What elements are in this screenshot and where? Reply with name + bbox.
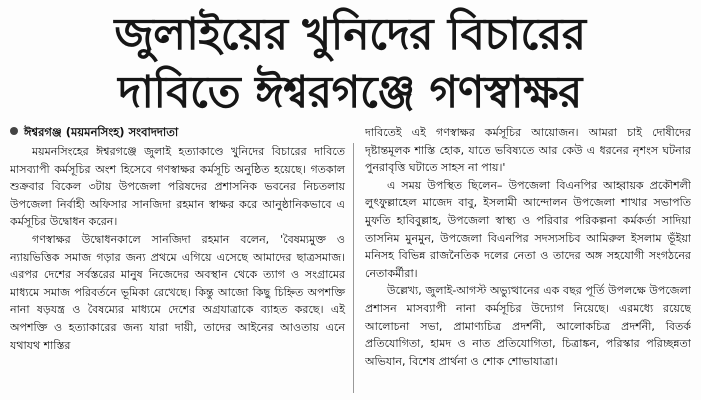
article-column-right	[365, 124, 691, 394]
paragraph: উল্লেখ্য, জুলাই-আগস্ট অভ্যুত্থানের এক বছর পূর্তি উপলক্ষে উপজেলা প্রশাসন মাসব্যাপী নানা কর্মসূচির উদ্যোগ নিয়েছে। এরমধ্যে রয়েছে আলোচনা সভা, প্রামাণ্যচিত্র প্রদর্শনী, আলোকচিত্র প্রদর্শনী, বিতর্ক প্রতিযোগিতা, হামদ ও নাত প্রতিযোগিতা, চিত্রাঙ্কন, পরিস্কার পরিচ্ছন্নতা অভিযান, বিশেষ প্রার্থনা ও শোক শোভাযাত্রা।	[365, 284, 691, 368]
byline-text: ঈশ্বরগঞ্জ (ময়মনসিংহ) সংবাদদাতা	[24, 125, 179, 139]
bullet-icon	[10, 127, 18, 135]
paragraph: দাবিতেই এই গণস্বাক্ষর কর্মসূচির আয়োজন। আমরা চাই দোষীদের দৃষ্টান্তমূলক শাস্তি হোক, যাতে ভবিষ্যতে আর কেউ এ ধরনের নৃশংস ঘটনার পুনরাবৃত্তি ঘটাতে সাহস না পায়।'	[365, 126, 691, 175]
paragraph: এ সময় উপস্থিত ছিলেন– উপজেলা বিএনপির আহ্বায়ক প্রকৌশলী লুৎফুল্লাহেল মাজেদ বাবু, ইসলামী আন্দোলন উপজেলা শাখার সভাপতি মুফতি হাবিবুল্লাহ, উপজেলা স্বাস্থ্য ও পরিবার পরিকল্পনা কর্মকর্তা সাদিয়া তাসনিম মুনমুন, উপজেলা বিএনপির সদস্যসচিব আমিরুল ইসলাম ভূঁইয়া মনিসহ বিভিন্ন রাজনৈতিক দলের নেতা ও তাদের অঙ্গ সহযোগী সংগঠনের নেতাকর্মীরা।	[365, 178, 691, 280]
headline-line-1: জুলাইয়ের খুনিদের বিচারের	[114, 9, 586, 60]
headline-line-2: দাবিতে ঈশ্বরগঞ্জে গণস্বাক্ষর	[118, 67, 582, 118]
byline	[10, 124, 178, 140]
paragraph: গণস্বাক্ষর উদ্বোধনকালে সানজিদা রহমান বলেন, 'বৈষম্যমুক্ত ও ন্যায়ভিত্তিক সমাজ গড়ার জন্য প্রথমে এগিয়ে এসেছে আমাদের ছাত্রসমাজ। এরপর দেশের সর্বস্তরের মানুষ নিজেদের অবস্থান থেকে ত্যাগ ও সংগ্রামের মাধ্যমে সমাজ পরিবর্তনে ভূমিকা রেখেছে। কিন্তু আজো কিছু চিহ্নিত অপশক্তি নানা ষড়যন্ত্র ও বৈষম্যের মাধ্যমে দেশের অগ্রযাত্রাকে ব্যাহত করছে। এই অপশক্তি ও হত্যাকারের জন্য যারা দায়ী, তাদের আইনের আওতায় এনে যথাযথ শাস্তির	[10, 232, 345, 352]
article-column-left	[10, 143, 354, 393]
paragraph: ময়মনসিংহের ঈশ্বরগঞ্জে জুলাই হত্যাকাণ্ডে খুনিদের বিচারের দাবিতে মাসব্যাপী কর্মসূচির অংশ হিসেবে গণস্বাক্ষর কর্মসূচি অনুষ্ঠিত হয়েছে। গতকাল শুক্রবার বিকেল ৩টায় উপজেলা পরিষদের প্রশাসনিক ভবনের নিচতলায় উপজেলা নির্বাহী অফিসার সানজিদা রহমান স্বাক্ষর করে আনুষ্ঠানিকভাবে এ কর্মসূচির উদ্বোধন করেন।	[10, 145, 345, 229]
